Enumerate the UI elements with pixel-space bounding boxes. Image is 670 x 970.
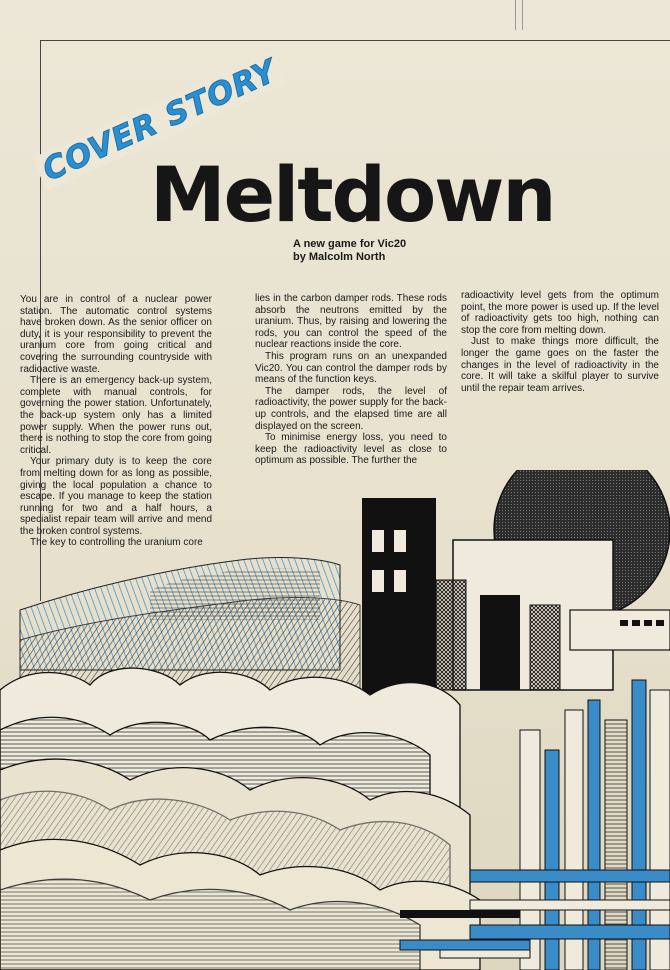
cover-story-label: COVER STORY: [32, 51, 288, 191]
article-subtitle: [293, 238, 406, 264]
paragraph: lies in the carbon damper rods. These rods absorb the neutrons emitted by the uranium. Thus, by raising and lowering the rods, you can control the speed of the nuclear reactions inside the core.: [255, 293, 447, 351]
article-column-2: [255, 293, 447, 467]
page-binding-edge: [515, 0, 523, 30]
subtitle-line-author: by Malcolm North: [293, 251, 386, 263]
paragraph: Your primary duty is to keep the core from melting down for as long as possible, giving the local population a chance to escape. If you manage to keep the station running for two and a half hours, a specialist repair team will arrive and mend the broken control systems.: [20, 456, 212, 537]
paragraph: This program runs on an unexpanded Vic20. You can control the damper rods by means of the function keys.: [255, 350, 447, 386]
paragraph: To minimise energy loss, you need to keep the radioactivity level as close to optimum as possible. The further the: [255, 432, 447, 467]
smoke-clouds: [0, 668, 480, 970]
nuclear-power-station-illustration: [0, 470, 670, 970]
article-column-3: [461, 290, 659, 394]
paragraph: radioactivity level gets from the optimum point, the more power is used up. If the level of radioactivity gets too high, nothing can stop the core from melting down.: [461, 290, 659, 336]
subtitle-line-game: A new game for Vic20: [293, 238, 407, 250]
paragraph: Just to make things more difficult, the longer the game goes on the faster the changes in the level of radioactivity in the core. It will take a skilful player to survive until the repair team arrives.: [461, 336, 659, 394]
paragraph: There is an emergency back-up system, complete with manual controls, for governing the power station. Unfortunately, the back-up system only has a limited power supply. When the power runs out, there is nothing to stop the core from going critical.: [20, 375, 212, 456]
article-title: Meltdown: [150, 150, 555, 239]
paragraph: The key to controlling the uranium core: [30, 537, 203, 549]
paragraph: The damper rods, the level of radioactivity, the power supply for the back-up controls, and the elapsed time are all displayed on the screen.: [255, 385, 447, 432]
paragraph: You are in control of a nuclear power station. The automatic control systems have broken down. As the senior officer on duty, it is your responsibility to prevent the uranium core from going critical and covering the surrounding countryside with radioactive waste.: [20, 294, 212, 375]
